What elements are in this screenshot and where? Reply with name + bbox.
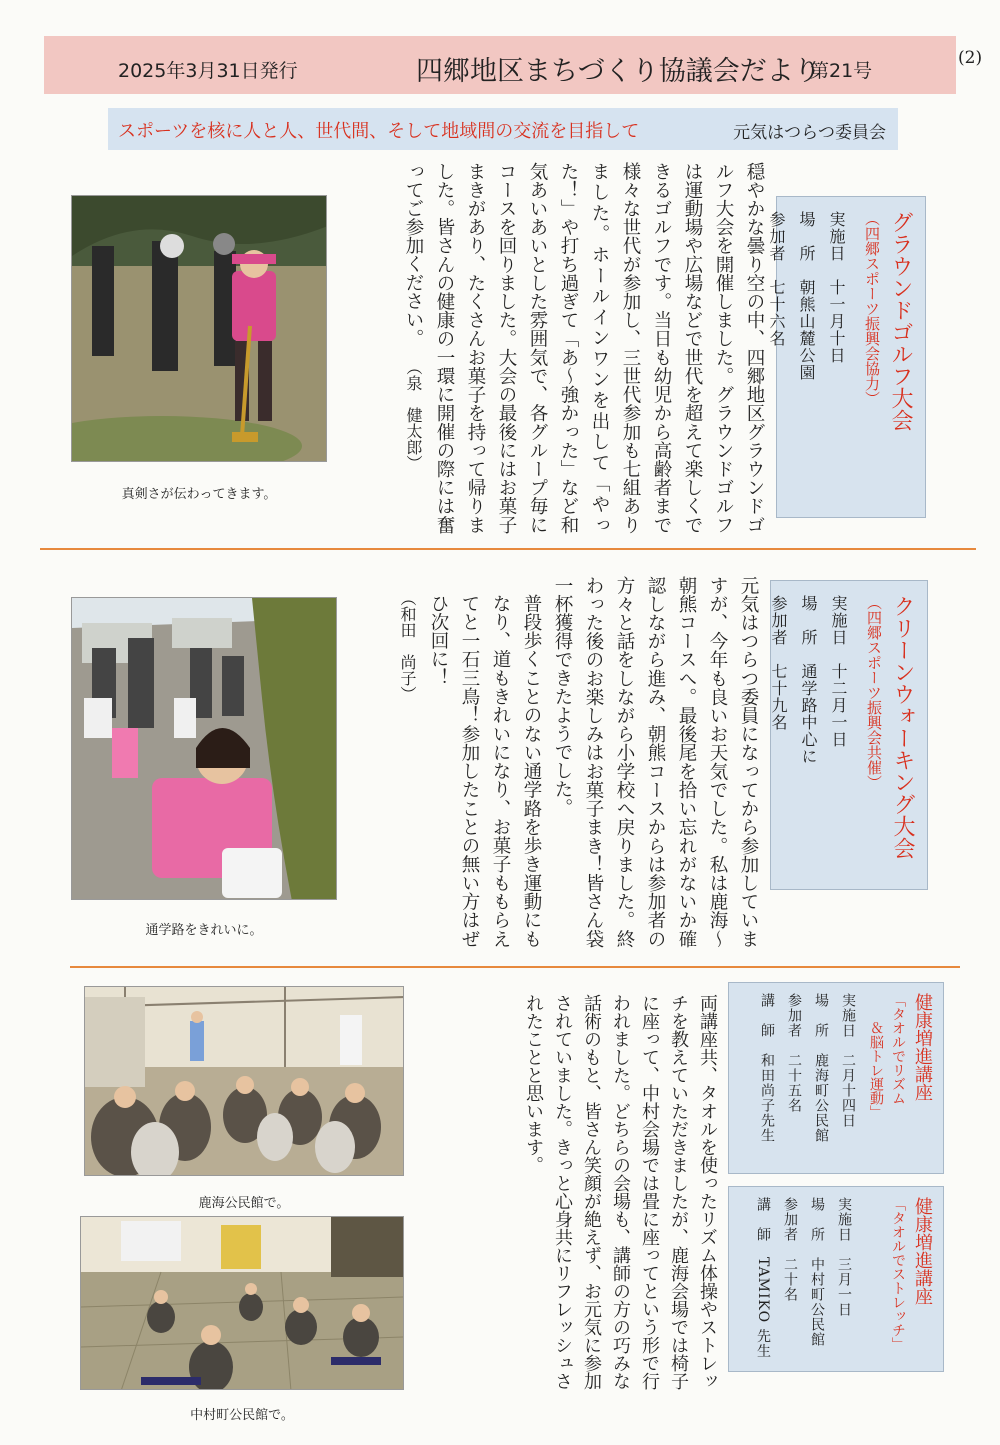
walk-article xyxy=(390,576,764,948)
masthead xyxy=(44,36,956,94)
health2-info-box xyxy=(728,1186,944,1372)
golf-photo-image xyxy=(72,196,327,462)
slogan: スポーツを核に人と人、世代間、そして地域間の交流を目指して xyxy=(118,121,640,142)
walk-caption: 通学路をきれいに。 xyxy=(145,923,263,938)
issue-number: 第21号 xyxy=(810,60,873,82)
walk-photo xyxy=(71,597,337,900)
health1-date: 実施日 二月十四日 xyxy=(840,993,856,1128)
walk-text-2-body: 普段歩くことのない通学路を歩き運動にもなり、道もきれいになり、お菓子ももらえてと一石三鳥！参加したことの無い方はぜひ次回に！ xyxy=(428,594,542,948)
health1-subtitle-2: ＆脳トレ運動」 xyxy=(868,1021,884,1119)
health-article xyxy=(432,994,722,1390)
golf-participants: 参加者 七十六名 xyxy=(767,211,786,347)
health1-title: 健康増進講座 xyxy=(912,993,933,1101)
health1-participants: 参加者 二十五名 xyxy=(786,993,802,1113)
health1-info-box xyxy=(728,982,944,1174)
health2-place: 場 所 中村町公民館 xyxy=(809,1197,825,1347)
health1-subtitle-1: 「タオルでリズム xyxy=(890,993,906,1105)
walk-subtitle: （四郷スポーツ振興会共催） xyxy=(865,595,883,790)
section-banner xyxy=(108,108,898,150)
golf-caption: 真剣さが伝わってきます。 xyxy=(121,487,277,502)
walk-participants: 参加者 七十九名 xyxy=(769,595,788,731)
health2-instructor: 講 師 TAMIKO 先生 xyxy=(755,1197,771,1359)
walk-date: 実施日 十二月一日 xyxy=(829,595,848,748)
section-divider-2 xyxy=(70,966,960,968)
golf-text: 穏やかな曇り空の中、四郷地区グラウンドゴルフ大会を開催しました。グラウンドゴルフは運動場や広場などで世代を超えて楽しくできるゴルフです。当日も幼児から高齢者まで様々な世代が参加し、三世代参加も七組ありました。ホールインワンを出して「やった！」や打ち過ぎて「あ〜強かった」など和気あいあいとした雰囲気で、各グループ毎にコースを回りました。大会の最後にはお菓子まきがあり、たくさんお菓子を持って帰りました。皆さんの健康の一環に開催の際には奮ってご参加ください。 xyxy=(403,162,765,534)
health1-place: 場 所 鹿海町公民館 xyxy=(813,993,829,1143)
newsletter-title: 四郷地区まちづくり協議会だより xyxy=(416,56,821,87)
health-text: 両講座共、タオルを使ったリズム体操やストレッチを教えていただきましたが、鹿海会場では椅子に座って、中村会場では畳に座ってという形で行われました。どちらの会場も、講師の方の巧みな話術のもと、皆さん笑顔が絶えず、お元気に参加されていました。きっと心身共にリフレッシュされたことと思います。 xyxy=(523,994,718,1390)
walk-photo-image xyxy=(72,598,337,900)
walk-text-1: 元気はつらつ委員になってから参加していますが、今年も良いお天気でした。私は鹿海〜朝熊コースへ。最後尾を拾い忘れがないか確認しながら進み、朝熊コースからは参加者の方々と話をしながら小学校へ戻りました。終わった後のお楽しみはお菓子まき！皆さん袋一杯獲得できたようでした。 xyxy=(552,576,759,948)
health1-instructor: 講 師 和田尚子先生 xyxy=(759,993,775,1143)
health2-date: 実施日 三月一日 xyxy=(836,1197,852,1317)
golf-place: 場 所 朝熊山麓公園 xyxy=(797,211,816,381)
golf-date: 実施日 十一月十日 xyxy=(827,211,846,364)
golf-info-box xyxy=(767,196,926,518)
walk-title: クリーンウォーキング大会 xyxy=(890,595,915,859)
golf-title: グラウンドゴルフ大会 xyxy=(888,211,913,431)
issue-date: 2025年3月31日発行 xyxy=(118,60,298,82)
health2-photo-image xyxy=(81,1217,404,1390)
section-divider-1 xyxy=(40,548,976,550)
walk-place: 場 所 通学路中心に xyxy=(799,595,818,765)
health2-caption: 中村町公民館で。 xyxy=(190,1408,294,1423)
walk-info-box xyxy=(770,580,928,890)
committee-name: 元気はつらつ委員会 xyxy=(733,123,886,143)
page-number: (2) xyxy=(958,48,983,68)
golf-photo xyxy=(71,195,327,462)
walk-author: （和田 尚子） xyxy=(398,590,417,702)
walk-text-2 xyxy=(392,576,547,948)
health2-photo xyxy=(80,1216,404,1390)
health2-title: 健康増進講座 xyxy=(912,1197,933,1305)
health2-subtitle: 「タオルでストレッチ」 xyxy=(890,1197,906,1351)
health1-caption: 鹿海公民館で。 xyxy=(198,1196,290,1211)
golf-subtitle: （四郷スポーツ振興会協力） xyxy=(863,211,881,406)
health1-photo xyxy=(84,986,404,1176)
health2-participants: 参加者 二十名 xyxy=(782,1197,798,1302)
golf-article xyxy=(366,162,770,534)
health1-photo-image xyxy=(85,987,404,1176)
golf-author: （泉 健太郎） xyxy=(404,359,423,471)
